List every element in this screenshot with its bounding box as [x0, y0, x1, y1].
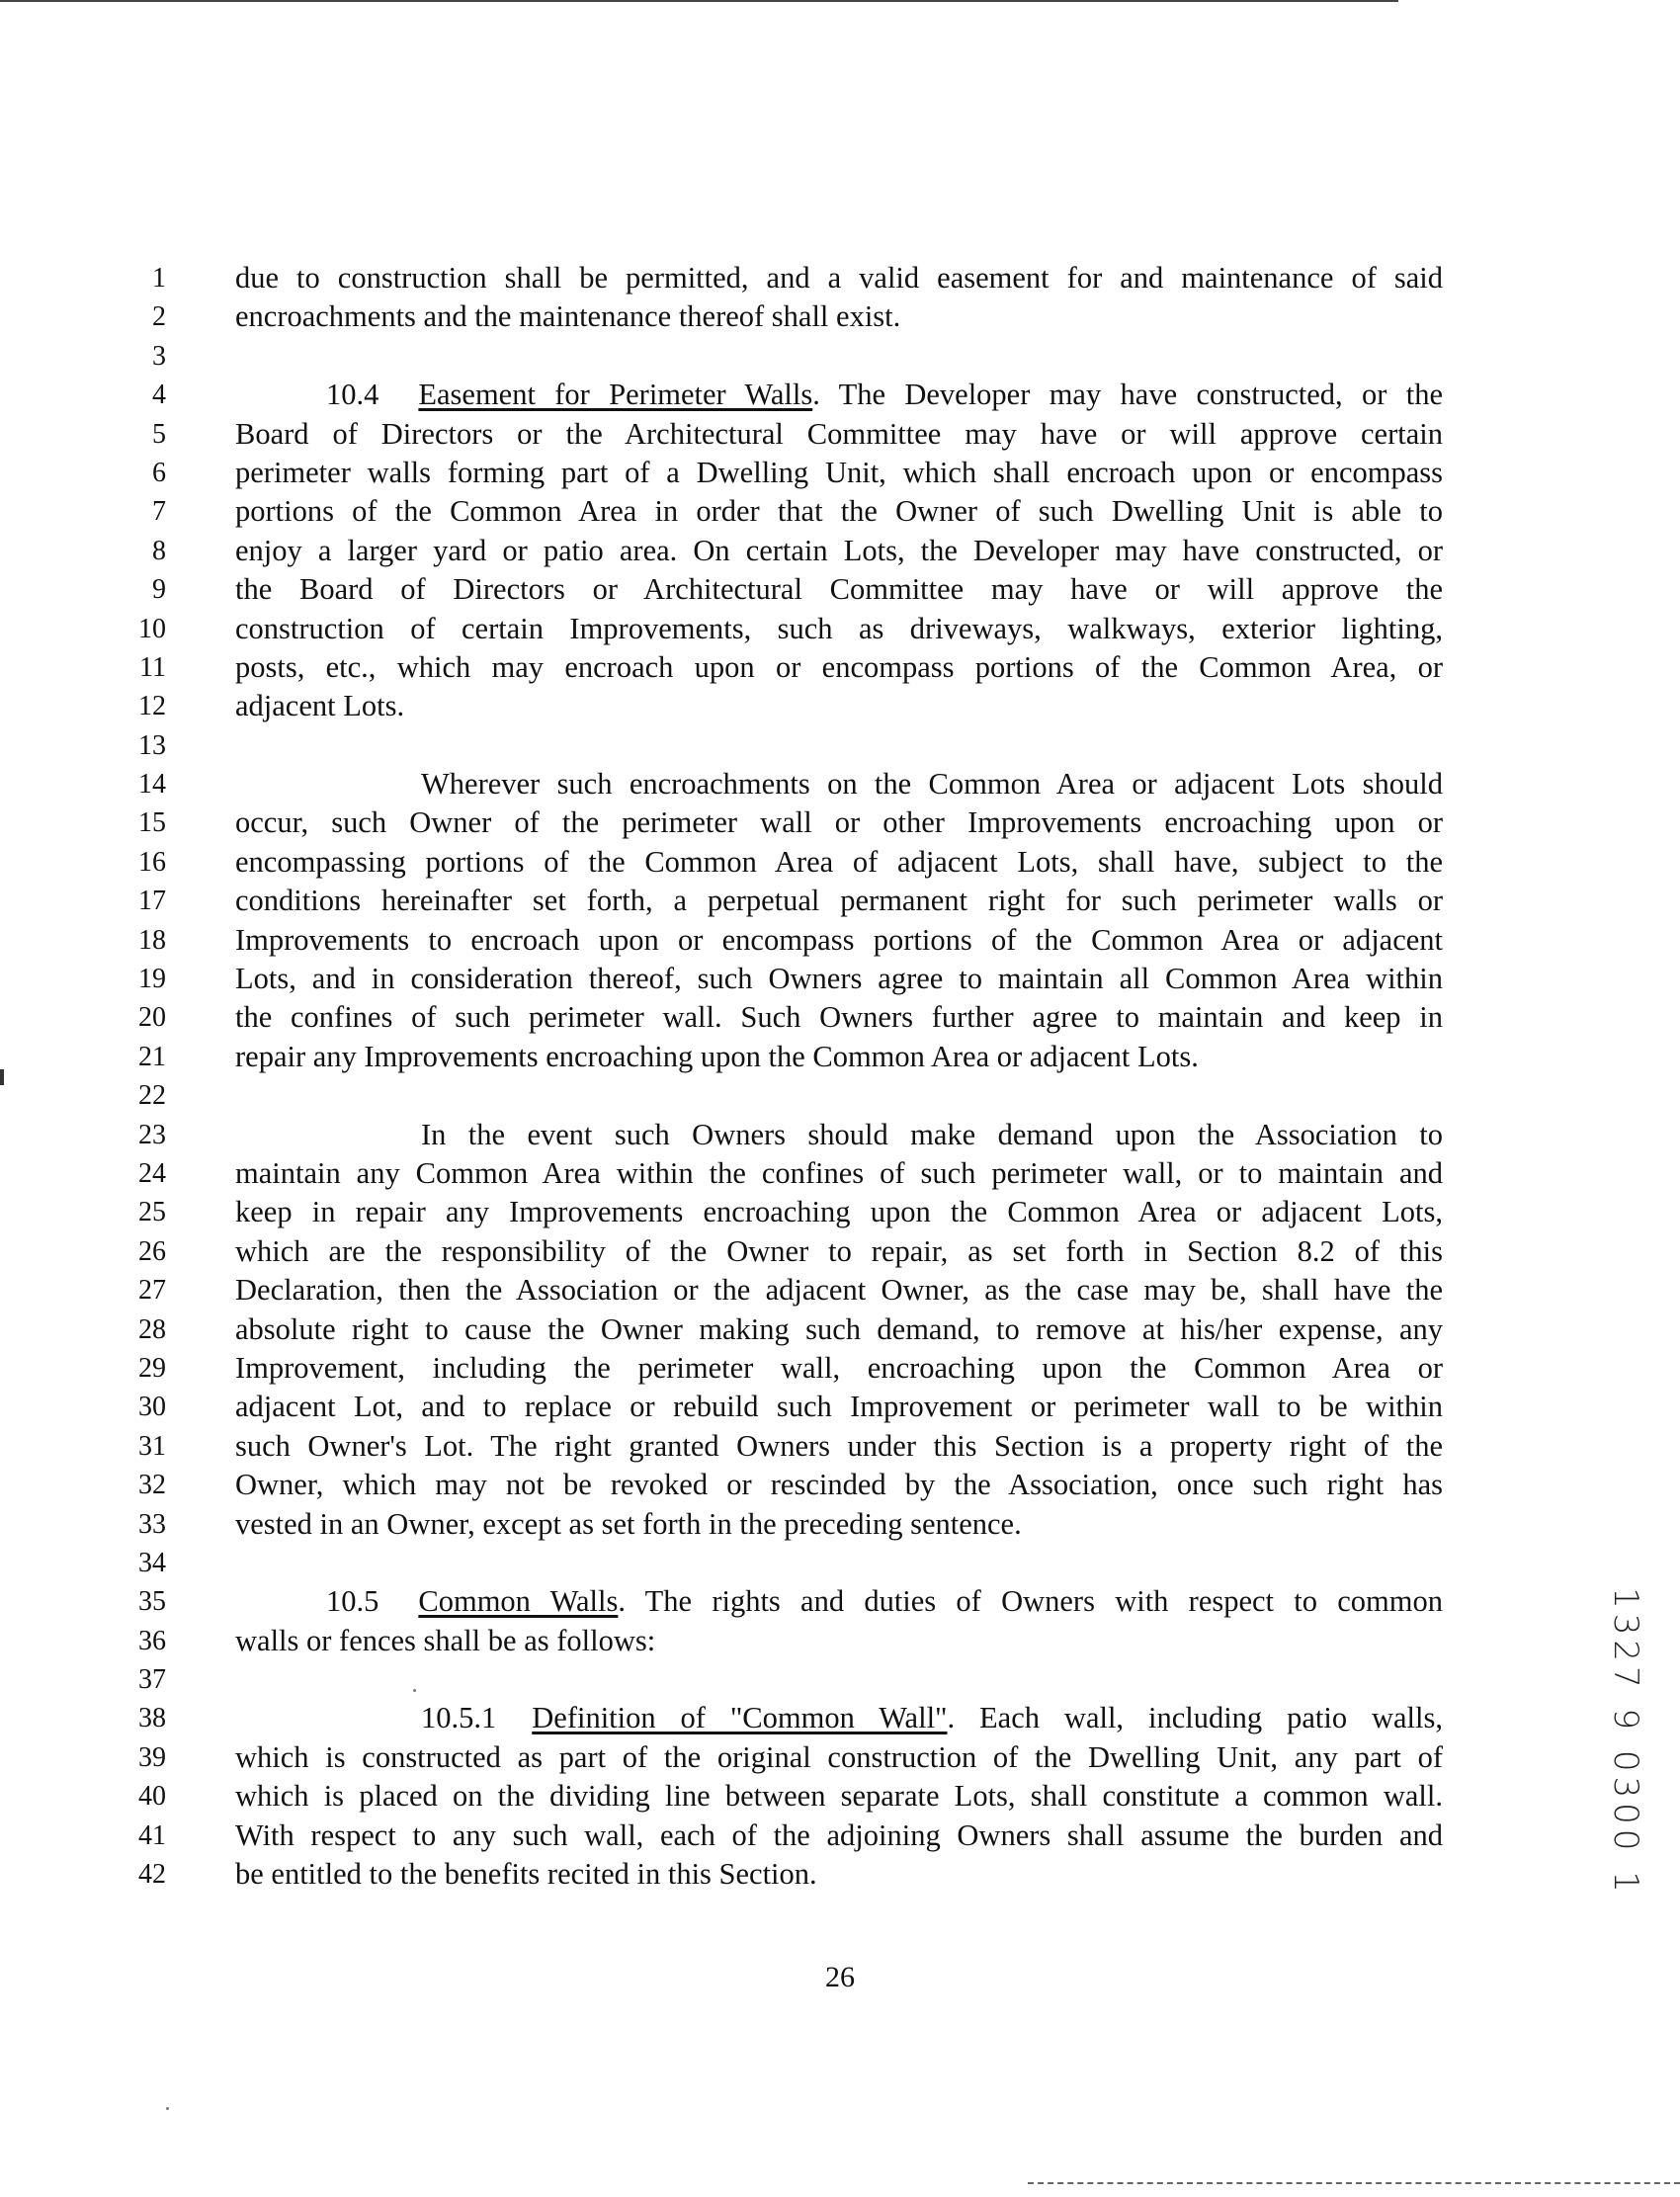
- text-line: With respect to any such wall, each of the adjoining Owners shall assume the burden and: [235, 1817, 1443, 1852]
- text-line: conditions hereinafter set forth, a perpetual permanent right for such perimeter walls or: [235, 884, 1443, 918]
- left-margin-mark: [0, 1069, 4, 1085]
- text-line: walls or fences shall be as follows:: [235, 1623, 656, 1657]
- text-line: enjoy a larger yard or patio area. On certain Lots, the Developer may have constructed, or: [235, 533, 1443, 567]
- text-line: perimeter walls forming part of a Dwelling Unit, which shall encroach upon or encompass: [235, 455, 1443, 489]
- text-line: Lots, and in consideration thereof, such Owners agree to maintain all Common Area within: [235, 962, 1443, 996]
- text-line: maintain any Common Area within the confines of such perimeter wall, or to maintain and: [235, 1155, 1443, 1190]
- section-number: 10.5.1: [421, 1701, 497, 1735]
- text-line: repair any Improvements encroaching upon the Common Area or adjacent Lots.: [235, 1039, 1199, 1073]
- text-line: be entitled to the benefits recited in this Section.: [235, 1857, 817, 1892]
- text-line: construction of certain Improvements, such as driveways, walkways, exterior lighting,: [235, 611, 1443, 645]
- text-line: which are the responsibility of the Owner to repair, as set forth in Section 8.2 of this: [235, 1233, 1443, 1268]
- line-number: 5: [152, 418, 166, 450]
- text-fragment: . The rights and duties of Owners with respect to common: [618, 1584, 1443, 1619]
- section-number: 10.5: [326, 1584, 379, 1619]
- text-line: adjacent Lots.: [235, 689, 405, 723]
- text-line: keep in repair any Improvements encroaching upon the Common Area or adjacent Lots,: [235, 1195, 1443, 1229]
- line-number: 33: [138, 1508, 166, 1540]
- section-title: Common Walls: [418, 1584, 619, 1619]
- line-number: 1: [152, 263, 166, 294]
- line-number: 18: [138, 924, 166, 956]
- line-number: 14: [138, 769, 166, 801]
- line-number: 35: [138, 1586, 166, 1618]
- section-number: 10.4: [326, 378, 379, 412]
- line-number: 27: [138, 1275, 166, 1307]
- text-line: posts, etc., which may encroach upon or encompass portions of the Common Area, or: [235, 649, 1443, 684]
- text-line: Improvements to encroach upon or encompass portions of the Common Area or adjacent: [235, 922, 1443, 957]
- line-number: 13: [138, 729, 166, 761]
- text-line: Declaration, then the Association or the adjacent Owner, as the case may be, shall have the: [235, 1273, 1443, 1308]
- line-number-column: [119, 259, 166, 1894]
- line-number: 17: [138, 886, 166, 917]
- line-number: 25: [138, 1197, 166, 1228]
- line-number: 28: [138, 1313, 166, 1345]
- text-line: Improvement, including the perimeter wall, encroaching upon the Common Area or: [235, 1350, 1443, 1385]
- text-line: adjacent Lot, and to replace or rebuild such Improvement or perimeter wall to be within: [235, 1390, 1443, 1424]
- blank-line: [235, 726, 1443, 765]
- line-number: 19: [138, 964, 166, 995]
- text-line: such Owner's Lot. The right granted Owners under this Section is a property right of the: [235, 1428, 1443, 1463]
- section-10-5-heading-line: [235, 1582, 1443, 1621]
- text-line: vested in an Owner, except as set forth in the preceding sentence.: [235, 1506, 1022, 1541]
- section-title: Easement for Perimeter Walls: [418, 378, 813, 412]
- section-10-5-1-heading-line: [235, 1699, 1443, 1737]
- line-number: 22: [138, 1080, 166, 1112]
- text-line: Wherever such encroachments on the Common Area or adjacent Lots should: [421, 767, 1443, 802]
- blank-line: [235, 337, 1443, 376]
- recording-number-stamp: [1599, 1589, 1652, 1896]
- text-line: Board of Directors or the Architectural Committee may have or will approve certain: [235, 416, 1443, 451]
- blank-line: [235, 1660, 1443, 1699]
- text-line: In the event such Owners should make demand upon the Association to: [421, 1117, 1443, 1151]
- text-line: which is placed on the dividing line between separate Lots, shall constitute a common wall.: [235, 1779, 1443, 1814]
- line-number: 32: [138, 1470, 166, 1501]
- text-line: occur, such Owner of the perimeter wall or other Improvements encroaching upon or: [235, 805, 1443, 840]
- document-body: [235, 259, 1443, 1894]
- text-line: which is constructed as part of the original construction of the Dwelling Unit, any part of: [235, 1739, 1443, 1774]
- line-number: 37: [138, 1664, 166, 1696]
- line-number: 40: [138, 1781, 166, 1813]
- recording-number-text: 1327 9 0300 1: [1606, 1587, 1645, 1898]
- line-number: 38: [138, 1703, 166, 1734]
- text-line: absolute right to cause the Owner making such demand, to remove at his/her expense, any: [235, 1311, 1443, 1346]
- line-number: 24: [138, 1157, 166, 1189]
- line-number: 4: [152, 380, 166, 411]
- line-number: 12: [138, 691, 166, 722]
- line-number: 2: [152, 301, 166, 333]
- text-line: the confines of such perimeter wall. Such Owners further agree to maintain and keep in: [235, 1000, 1443, 1035]
- section-title: Definition of "Common Wall": [532, 1701, 948, 1735]
- line-number: 20: [138, 1002, 166, 1034]
- text-line: encroachments and the maintenance thereof shall exist.: [235, 299, 901, 334]
- text-line: encompassing portions of the Common Area of adjacent Lots, shall have, subject to the: [235, 844, 1443, 879]
- line-number: 23: [138, 1119, 166, 1150]
- line-number: 11: [139, 651, 166, 683]
- page-number: 26: [825, 1961, 855, 1993]
- text-line: due to construction shall be permitted, and a valid easement for and maintenance of said: [235, 261, 1443, 295]
- text-line: portions of the Common Area in order that the Owner of such Dwelling Unit is able to: [235, 494, 1443, 529]
- line-number: 26: [138, 1235, 166, 1267]
- text-line: Owner, which may not be revoked or rescinded by the Association, once such right has: [235, 1468, 1443, 1502]
- line-number: 7: [152, 496, 166, 528]
- bottom-scan-rule: [1028, 2182, 1680, 2184]
- line-number: 6: [152, 457, 166, 488]
- line-number: 30: [138, 1392, 166, 1423]
- line-number: 34: [138, 1547, 166, 1578]
- line-number: 29: [138, 1352, 166, 1384]
- text-fragment: . The Developer may have constructed, or the: [812, 378, 1443, 412]
- line-number: 36: [138, 1625, 166, 1656]
- line-number: 41: [138, 1819, 166, 1851]
- line-number: 8: [152, 535, 166, 566]
- blank-line: [235, 1076, 1443, 1115]
- line-number: 21: [138, 1041, 166, 1072]
- line-number: 9: [152, 574, 166, 606]
- blank-line: [235, 1544, 1443, 1582]
- text-fragment: . Each wall, including patio walls,: [947, 1701, 1443, 1735]
- line-number: 31: [138, 1430, 166, 1462]
- line-number: 39: [138, 1741, 166, 1773]
- line-number: 3: [152, 340, 166, 372]
- line-number: 15: [138, 807, 166, 839]
- section-10-4-heading-line: [235, 376, 1443, 414]
- line-number: 16: [138, 846, 166, 878]
- text-line: the Board of Directors or Architectural Committee may have or will approve the: [235, 572, 1443, 607]
- line-number: 42: [138, 1859, 166, 1891]
- scan-speck: [166, 2107, 169, 2110]
- line-number: 10: [138, 613, 166, 644]
- top-scan-rule: [0, 0, 1398, 2]
